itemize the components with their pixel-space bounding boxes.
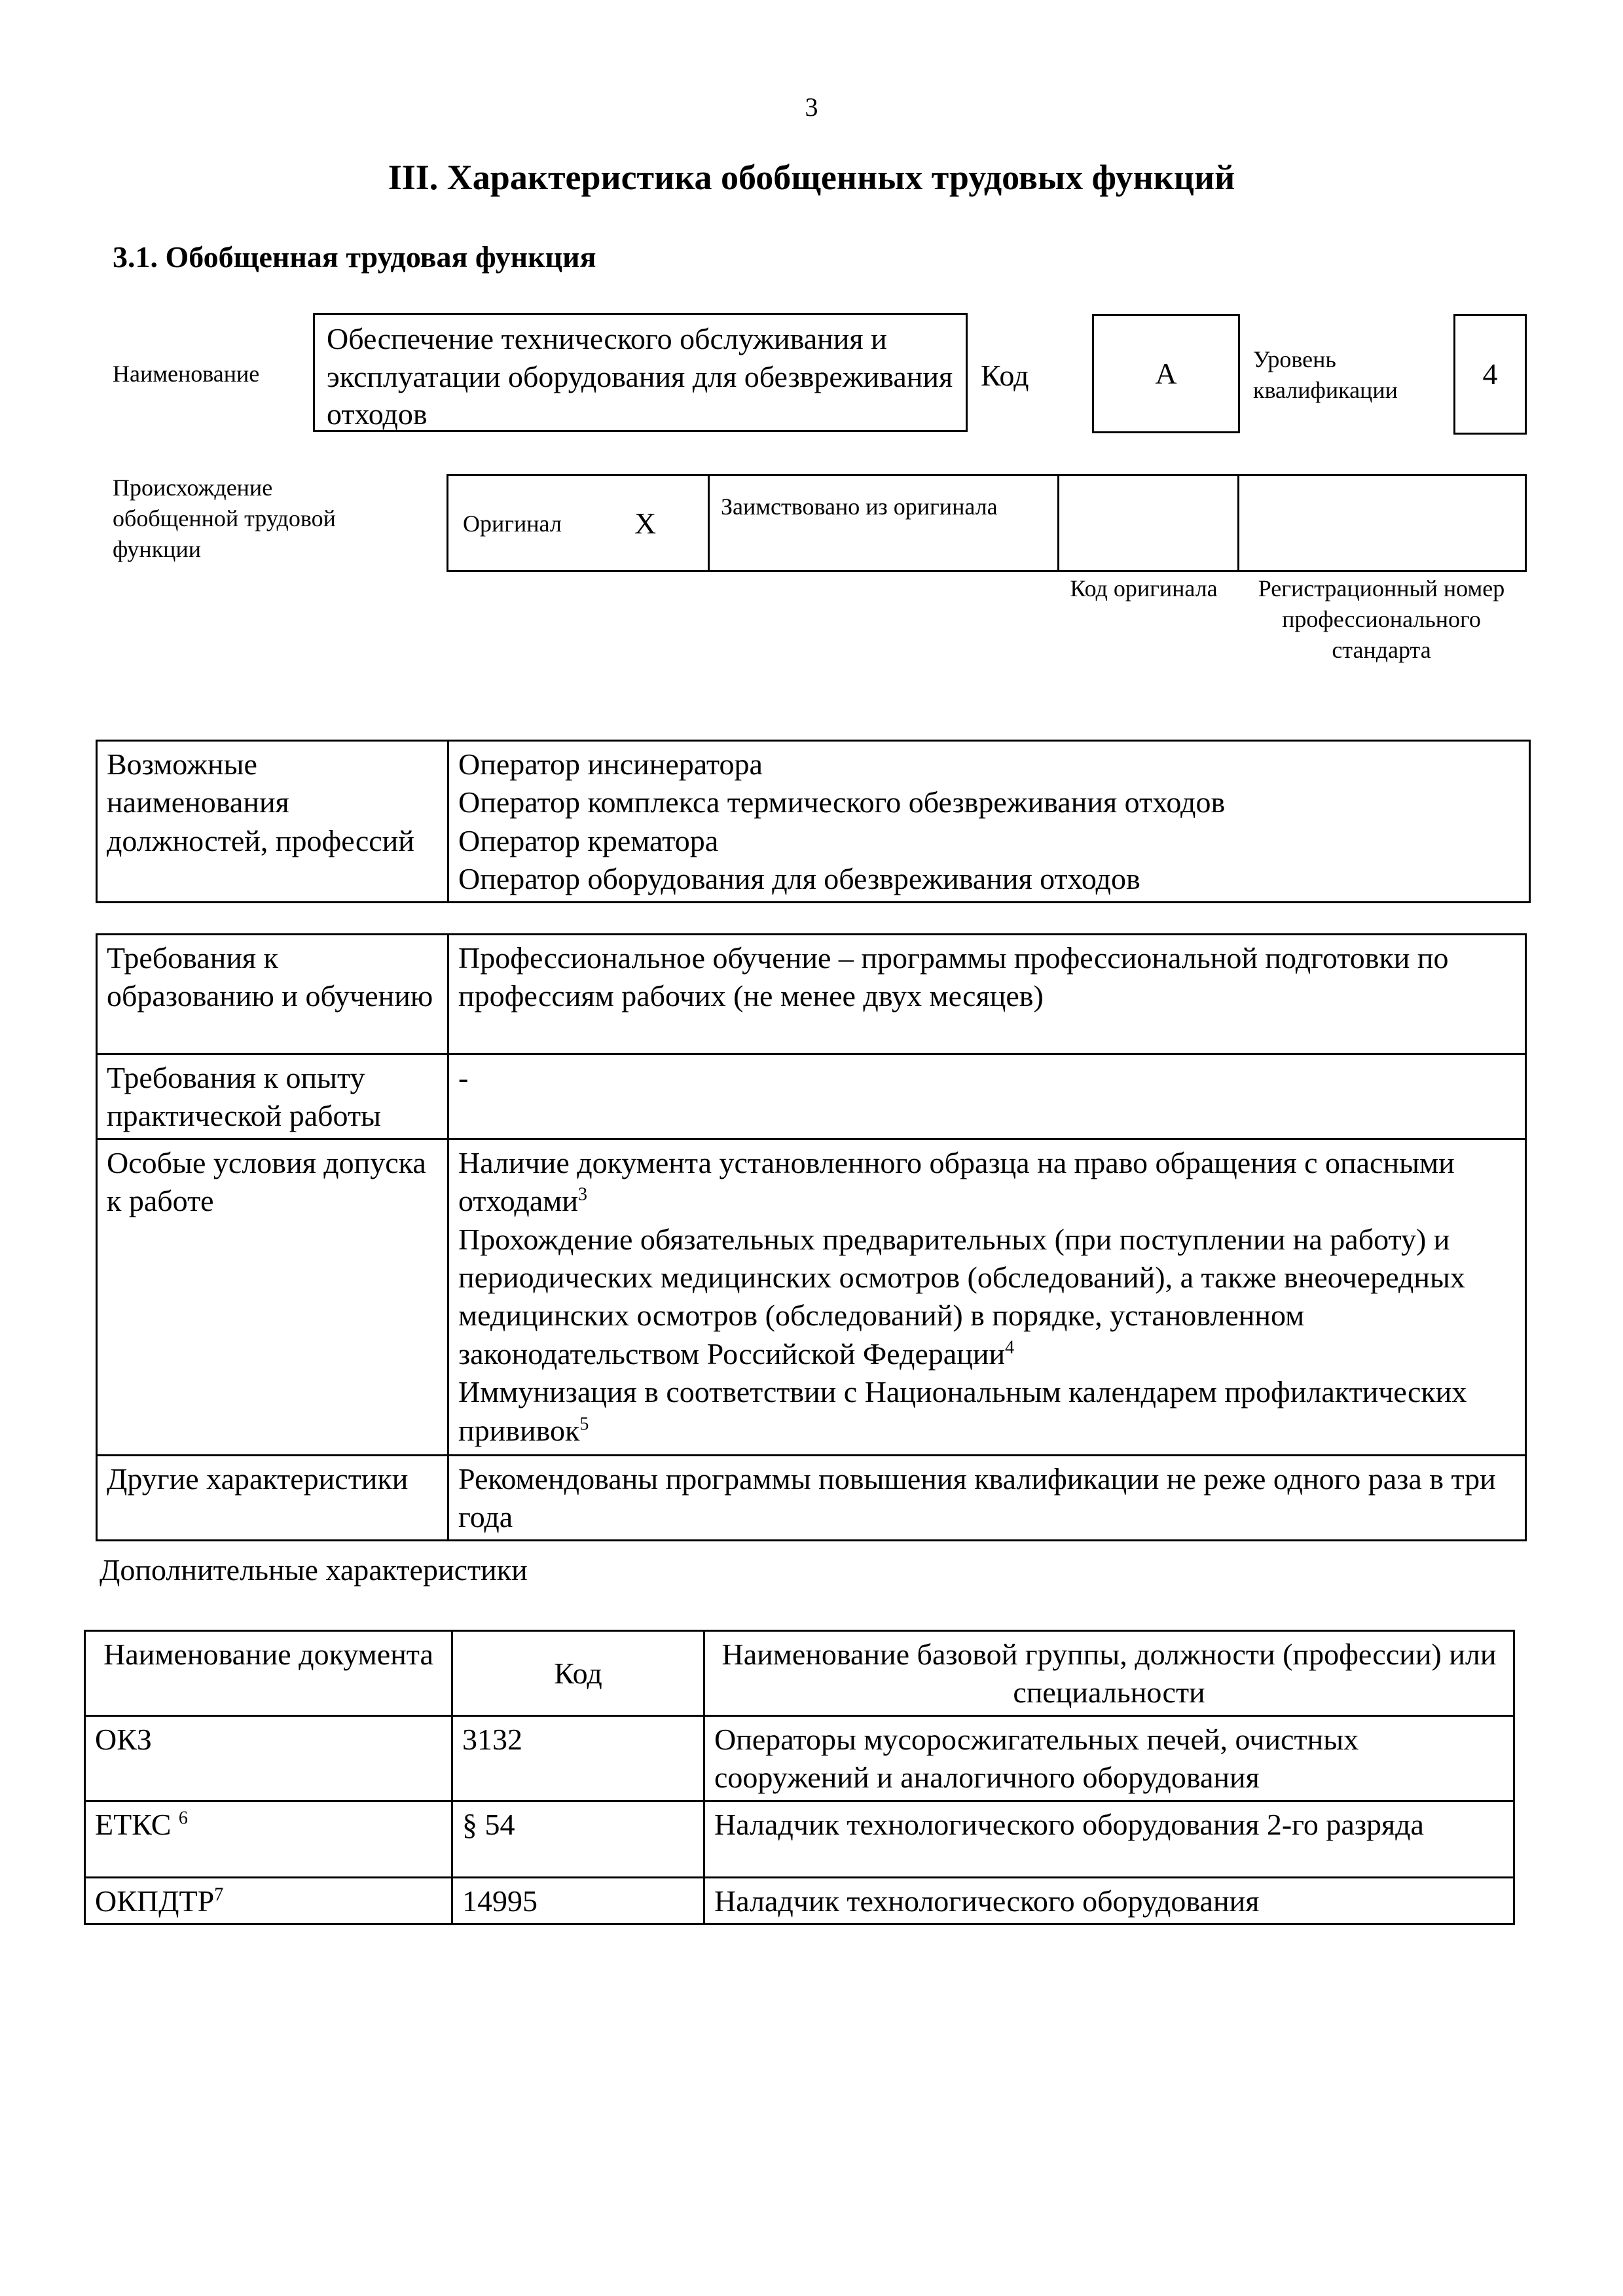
requirement-value (448, 935, 1526, 1054)
footnote-ref: 6 (178, 1808, 188, 1829)
page-number: 3 (805, 92, 818, 122)
positions-list (448, 741, 1530, 903)
doc-cell (85, 1715, 452, 1801)
requirement-text: Иммунизация в соответствии с Национальным календарем профилактических прививок (458, 1375, 1467, 1447)
table-row (97, 1455, 1526, 1540)
level-value: 4 (1482, 357, 1498, 391)
footnote-ref: 5 (579, 1414, 589, 1435)
requirement-value (448, 1455, 1526, 1540)
borrowed-label: Заимствовано из оригинала (721, 493, 998, 520)
column-header: Наименование базовой группы, должности (профессии) или специальности (704, 1631, 1514, 1716)
list-item: Оператор инсинератора (458, 747, 763, 781)
code-box (1092, 314, 1240, 433)
code-cell: 14995 (452, 1877, 704, 1924)
code-cell: § 54 (452, 1801, 704, 1877)
function-name-value: Обеспечение технического обслуживания и эксплуатации оборудования для обезвреживания отходов (327, 322, 953, 431)
additional-title: Дополнительные характеристики (100, 1553, 528, 1587)
requirement-label: Другие характеристики (97, 1455, 448, 1540)
requirement-text: Наличие документа установленного образца на право обращения с опасными отходами (458, 1145, 1455, 1218)
table-row (97, 1054, 1526, 1139)
code-cell: 3132 (452, 1715, 704, 1801)
requirement-text: Рекомендованы программы повышения квалификации не реже одного раза в три года (458, 1462, 1496, 1534)
level-box (1453, 314, 1527, 435)
function-name-box (313, 313, 968, 432)
doc-cell (85, 1877, 452, 1924)
level-label: Уровень квалификации (1253, 346, 1398, 403)
positions-label: Возможные наименования должностей, профессий (97, 741, 448, 903)
requirement-text: Прохождение обязательных предварительных (при поступлении на работу) и периодических медицинских осмотров (обследований), а также внеочередных медицинских осмотров (обследований) в порядке, установленном законодательством Российской Федерации (458, 1222, 1465, 1371)
requirement-label: Требования к образованию и обучению (97, 935, 448, 1054)
origin-divider (708, 476, 710, 570)
original-label: Оригинал (463, 511, 562, 537)
requirement-text: - (458, 1061, 469, 1094)
table-row (85, 1801, 1514, 1877)
code-value: А (1155, 357, 1177, 391)
original-mark: X (634, 507, 657, 540)
subsection-title: 3.1. Обобщенная трудовая функция (113, 240, 596, 274)
name-cell: Наладчик технологического оборудования 2-го разряда (704, 1801, 1514, 1877)
table-row (97, 741, 1530, 903)
table-row (85, 1631, 1514, 1716)
positions-table (96, 740, 1531, 903)
footnote-ref: 4 (1005, 1337, 1015, 1358)
doc-cell (85, 1801, 452, 1877)
origin-divider (1237, 476, 1239, 570)
code-label: Код (981, 359, 1029, 392)
doc-name: ЕТКС (95, 1807, 172, 1841)
requirement-label: Требования к опыту практической работы (97, 1054, 448, 1139)
requirement-label: Особые условия допуска к работе (97, 1139, 448, 1455)
table-row (97, 935, 1526, 1054)
origin-label: Происхождение обобщенной трудовой функции (113, 475, 336, 562)
column-header: Код (452, 1631, 704, 1716)
origin-box (447, 474, 1527, 572)
footnote-ref: 7 (214, 1884, 224, 1905)
code-original-caption: Код оригинала (1070, 575, 1218, 601)
doc-name: ОКПДТР (95, 1884, 215, 1918)
origin-divider (1057, 476, 1059, 570)
requirement-text: Профессиональное обучение – программы профессиональной подготовки по профессиям рабочих (не менее двух месяцев) (458, 941, 1449, 1013)
reg-number-caption: Регистрационный номер профессионального стандарта (1258, 575, 1505, 663)
name-cell: Операторы мусоросжигательных печей, очистных сооружений и аналогичного оборудования (704, 1715, 1514, 1801)
doc-name: ОКЗ (95, 1722, 152, 1756)
footnote-ref: 3 (577, 1184, 587, 1205)
additional-table (84, 1630, 1515, 1925)
list-item: Оператор комплекса термического обезвреживания отходов (458, 785, 1226, 819)
list-item: Оператор крематора (458, 823, 719, 857)
requirement-value (448, 1139, 1526, 1455)
requirements-table (96, 933, 1527, 1541)
name-cell: Наладчик технологического оборудования (704, 1877, 1514, 1924)
table-row (85, 1877, 1514, 1924)
list-item: Оператор оборудования для обезвреживания отходов (458, 862, 1140, 896)
column-header: Наименование документа (85, 1631, 452, 1716)
section-title: III. Характеристика обобщенных трудовых функций (388, 158, 1235, 197)
table-row (85, 1715, 1514, 1801)
requirement-value (448, 1054, 1526, 1139)
table-row (97, 1139, 1526, 1455)
name-label: Наименование (113, 361, 260, 387)
